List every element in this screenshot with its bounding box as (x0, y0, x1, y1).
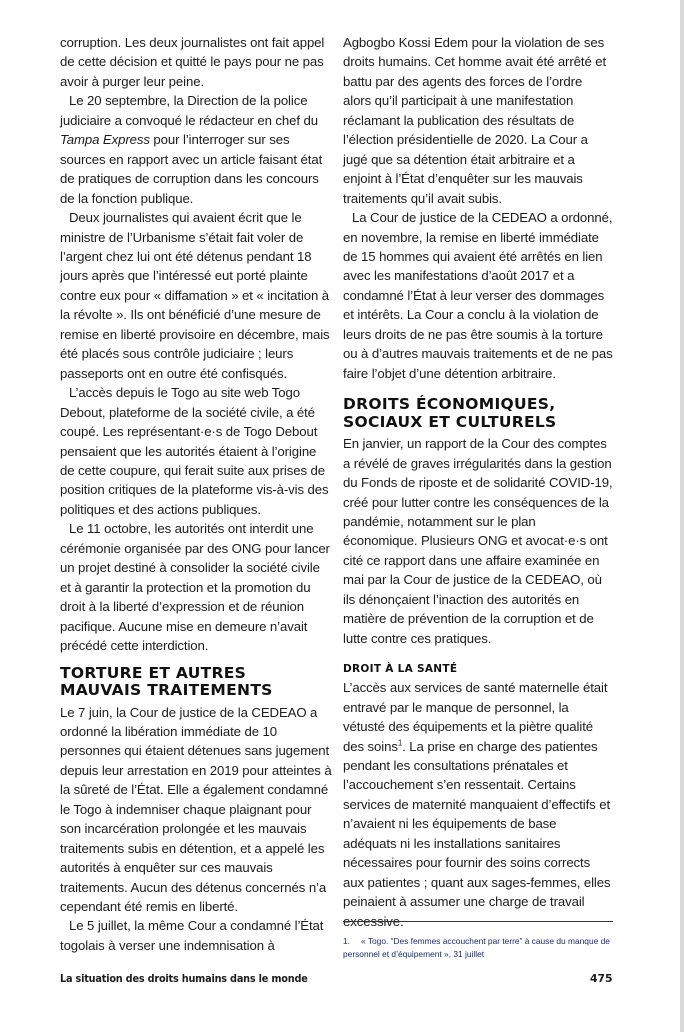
right-column (343, 33, 613, 931)
section-heading-droits-economiques: DROITS ÉCONOMIQUES, SOCIAUX ET CULTURELS (343, 395, 557, 431)
page-edge (680, 0, 684, 1032)
paragraph: Deux journalistes qui avaient écrit que le ministre de l’Urbanisme s’était fait voler de l’argent chez lui ont été détenus pendant 18 jours après que l’intéressé eut porté plainte contre eux pour « diffamation » et « incitation à la révolte ». Ils ont bénéficié d’une mesure de remise en liberté provisoire en décembre, mais été placés sous contrôle judiciaire ; leurs passeports ont en outre été confisqués. (60, 210, 330, 381)
text-run: Le 20 septembre, la Direction de la police judiciaire a convoqué le rédacteur en chef du (60, 93, 318, 128)
paragraph: corruption. Les deux journalistes ont fait appel de cette décision et quitté le pays pour ne pas avoir à purger leur peine. (60, 35, 325, 89)
paragraph: Agbogbo Kossi Edem pour la violation de ses droits humains. Cet homme avait été arrêté et battu par des agents des forces de l’ordre alors qu’il participait à une manifestation réclamant la publication des résultats de l’élection présidentielle de 2020. La Cour a jugé que sa détention était arbitraire et a enjoint à l’État d’enquêter sur les mauvais traitements qu’il avait subis. (343, 35, 607, 206)
paragraph: Le 5 juillet, la même Cour a condamné l’État togolais à verser une indemnisation à (60, 918, 324, 953)
footnote-number: 1. (343, 936, 350, 946)
paragraph (60, 91, 332, 208)
text-run: pour l’interroger sur ses sources en rapport avec un article faisant état de pratiques de corruption dans les concours de la fonction publique. (60, 132, 323, 206)
paragraph: L’accès depuis le Togo au site web Togo Debout, plateforme de la société civile, a été coupé. Les représentant·e·s de Togo Debout pensaient que les autorités étaient à l’origine de cette coupure, qui ferait suite aux prises de position critiques de la plateforme vis-à-vis des politiques et des actions publiques. (60, 385, 329, 517)
paragraph (343, 678, 613, 931)
subsection-heading-sante: DROIT À LA SANTÉ (343, 663, 458, 676)
running-footer-title: La situation des droits humains dans le monde (60, 972, 308, 985)
text-run: . La prise en charge des patientes pendant les consultations prénatales et l’accouchement s’en ressentait. Certains services de maternité manquaient d’effectifs et n’avaient ni les équipements de base adéquats ni les installations sanitaires nécessaires pour fournir des soins corrects aux patientes ; quant aux sages-femmes, elles peinaient à assumer une charge de travail excessive. (343, 738, 611, 929)
publication-name: Tampa Express (60, 132, 150, 148)
paragraph: La Cour de justice de la CEDEAO a ordonné, en novembre, la remise en liberté immédiate de 15 hommes qui avaient été arrêtés en lien avec les manifestations d’août 2017 et a condamné l’État à leur verser des dommages et intérêts. La Cour a conclu à la violation de leurs droits de ne pas être soumis à la torture ou à d’autres mauvais traitements et de ne pas faire l’objet d’une détention arbitraire. (343, 210, 613, 381)
section-heading-torture: TORTURE ET AUTRES MAUVAIS TRAITEMENTS (60, 663, 273, 699)
paragraph: En janvier, un rapport de la Cour des comptes a révélé de graves irrégularités dans la gestion du Fonds de riposte et de solidarité COVID-19, créé pour lutter contre les conséquences de la pandémie, notamment sur le plan économique. Plusieurs ONG et avocat·e·s ont cité ce rapport dans une affaire examinée en mai par la Cour de justice de la CEDEAO, où ils dénonçaient l’inaction des autorités en matière de prévention de la corruption et de lutte contre ces pratiques. (343, 436, 613, 646)
paragraph: Le 11 octobre, les autorités ont interdit une cérémonie organisée par des ONG pour lancer un projet destiné à consolider la société civile et à garantir la protection et la promotion du droit à la liberté d’expression et de réunion pacifique. Aucune mise en demeure n’avait précédé cette interdiction. (60, 521, 330, 654)
footnote-text[interactable]: « Togo. “Des femmes accouchent par terre” à cause du manque de personnel et d’équipement », 31 juillet (343, 936, 610, 959)
paragraph: Le 7 juin, la Cour de justice de la CEDEAO a ordonné la libération immédiate de 10 personnes qui étaient détenues sans jugement depuis leur arrestation en 2019 pour atteintes à la sûreté de l’État. Elle a également condamné le Togo à indemniser chaque plaignant pour son incarcération prolongée et les mauvais traitements subis en détention, et a appelé les autorités à enquêter sur ces mauvais traitements. Aucun des détenus concernés n’a cependant été remis en liberté. (60, 704, 332, 915)
footnote-reference[interactable]: 1 (397, 738, 403, 748)
footnote-divider (343, 921, 613, 922)
page-number: 475 (590, 972, 613, 985)
text-run: L’accès aux services de santé maternelle était entravé par le manque de personnel, la vétusté des équipements et la piètre qualité des soins (343, 680, 608, 754)
left-column (60, 33, 332, 955)
footnote (343, 935, 613, 961)
